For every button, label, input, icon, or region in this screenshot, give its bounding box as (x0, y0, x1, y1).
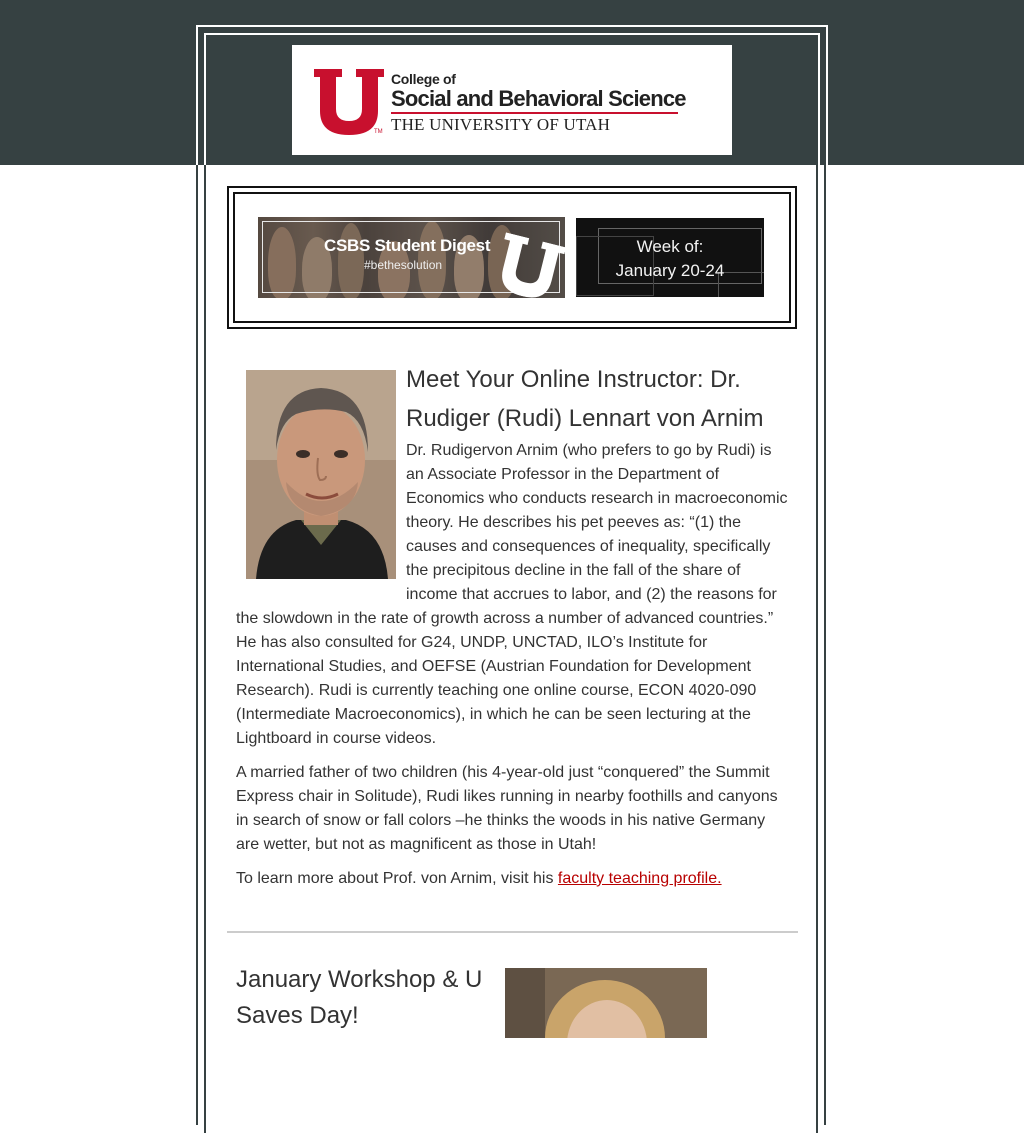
article-body (236, 439, 791, 891)
portrait-float-spacer (236, 439, 406, 607)
section-divider (227, 931, 798, 933)
faculty-profile-link[interactable]: faculty teaching profile. (557, 870, 722, 887)
college-logo[interactable] (292, 45, 732, 155)
article-paragraph: A married father of two children (his 4-year-old just “conquered” the Summit Express chair in Solitude), Rudi likes running in nearby foothills and canyons in search of snow or fall colors –he thinks the woods in his native Germany are wetter, but not as magnificent as those in Utah! (236, 764, 778, 853)
article-paragraph: Dr. Rudigervon Arnim (who prefers to go by Rudi) is an Associate Professor in the Department of Economics who conducts research in macroeconomic theory. He describes his pet peeves as: “(1) the causes and consequences of inequality, specifically the precipitous decline in the fall of the share of income that accrues to labor, and (2) the reasons for the slowdown in the rate of growth across a number of advanced countries.” He has also consulted for G24, UNDP, UNCTAD, ILO’s Institute for International Studies, and OEFSE (Austrian Foundation for Development Research). Rudi is currently teaching one online course, ECON 4020-090 (Intermediate Macroeconomics), in which he can be seen lecturing at the Lightboard in course videos. (236, 442, 788, 747)
week-label: Week of: (636, 237, 704, 256)
workshop-photo (505, 968, 707, 1038)
logo-rule (391, 112, 678, 114)
digest-banner-image[interactable] (258, 217, 565, 298)
university-u-logo-icon (314, 69, 384, 135)
logo-college-line: College of (391, 71, 456, 87)
week-of-box (576, 218, 764, 297)
article-title: Meet Your Online Instructor: Dr. Rudiger (Rudi) Lennart von Arnim (406, 366, 764, 432)
svg-text:TM: TM (374, 129, 383, 135)
logo-university-line: THE UNIVERSITY OF UTAH (391, 115, 611, 134)
digest-title: CSBS Student Digest (324, 236, 491, 255)
logo-school-line: Social and Behavioral Science (391, 86, 686, 111)
digest-hashtag: #bethesolution (364, 258, 443, 272)
article-paragraph (236, 867, 791, 891)
workshop-photo-icon (505, 968, 707, 1038)
week-dates: January 20-24 (615, 261, 725, 280)
workshop-title: January Workshop & U Saves Day! (236, 966, 483, 1029)
profile-link-prefix: To learn more about Prof. von Arnim, visit his (236, 870, 558, 887)
